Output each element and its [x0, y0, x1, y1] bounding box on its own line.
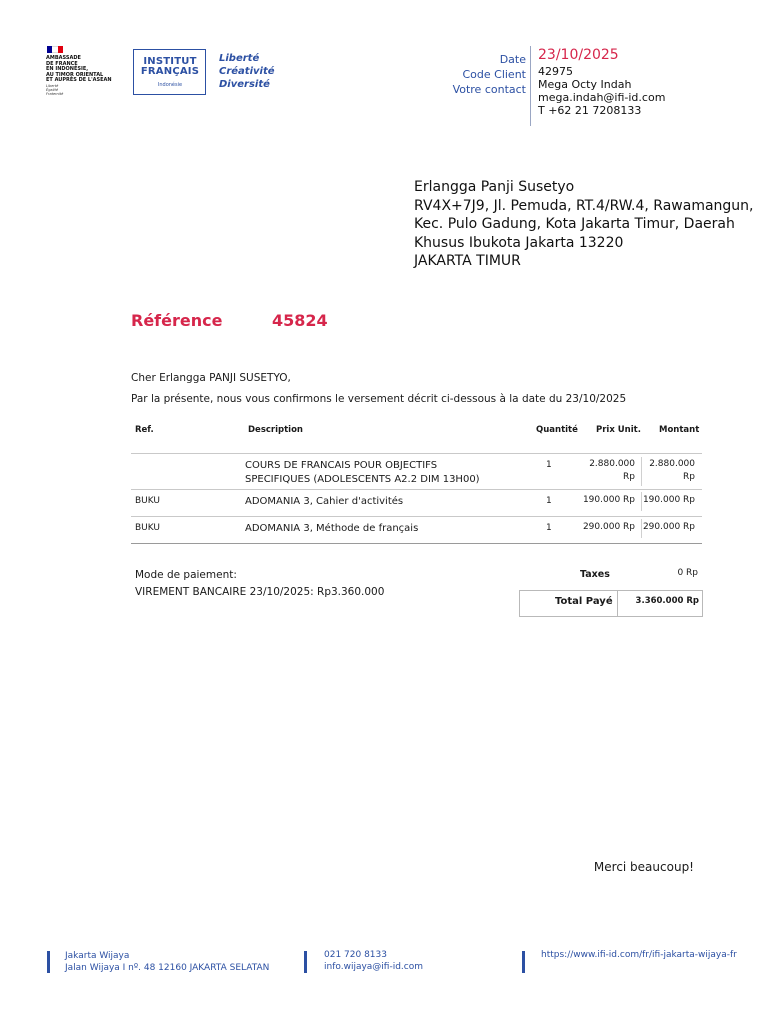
amount-line: 2.880.000	[649, 459, 695, 469]
institute-name-line: FRANÇAIS	[140, 66, 200, 77]
date-label: Date	[499, 53, 526, 66]
table-row-amount: 190.000 Rp	[642, 495, 695, 505]
motto-line: Fraternité	[46, 92, 64, 96]
description-line: COURS DE FRANCAIS POUR OBJECTIFS	[245, 460, 438, 471]
table-row-ref: BUKU	[135, 523, 161, 533]
institute-name-line: INSTITUT	[143, 56, 197, 67]
meta-labels	[453, 50, 526, 97]
tagline	[219, 52, 275, 91]
table-row-quantity: 1	[546, 496, 552, 506]
table-row-description: ADOMANIA 3, Cahier d'activités	[245, 496, 404, 507]
footer-phone: 021 720 8133	[324, 950, 387, 960]
recipient-line: Khusus Ibukota Jakarta 13220	[414, 234, 624, 251]
embassy-line: AU TIMOR ORIENTAL	[46, 71, 104, 78]
header-unit-price: Prix Unit.	[596, 425, 641, 435]
payment-mode-value: VIREMENT BANCAIRE 23/10/2025: Rp3.360.000	[135, 586, 385, 598]
contact-name: Mega Octy Indah	[538, 78, 632, 91]
office-name: Jakarta Wijaya	[65, 951, 130, 961]
tagline-line: Créativité	[219, 66, 275, 77]
table-row-quantity: 1	[546, 460, 552, 470]
footer-bar	[47, 951, 50, 973]
table-bottom-border	[131, 543, 702, 544]
date-value: 23/10/2025	[538, 47, 619, 63]
intro-text: Par la présente, nous vous confirmons le versement décrit ci-dessous à la date du 23/10/2025	[131, 393, 627, 405]
table-row-amount	[649, 458, 695, 484]
client-code-value: 42975	[538, 65, 573, 78]
french-flag-icon	[47, 46, 63, 53]
recipient-line: JAKARTA TIMUR	[414, 253, 521, 269]
motto-line: Égalité	[46, 88, 59, 92]
taxes-value: 0 Rp	[677, 568, 698, 578]
payment-mode-label: Mode de paiement:	[135, 569, 237, 581]
recipient-address	[414, 178, 754, 271]
total-paid-value: 3.360.000 Rp	[635, 596, 699, 606]
header-ref: Ref.	[135, 425, 154, 435]
table-row-unit-price: 290.000 Rp	[582, 522, 635, 532]
price-line: Rp	[623, 472, 635, 482]
footer-contact	[324, 949, 423, 973]
table-row-quantity: 1	[546, 523, 552, 533]
header-quantity: Quantité	[536, 425, 578, 435]
contact-email: mega.indah@ifi-id.com	[538, 91, 666, 104]
column-separator	[641, 457, 642, 486]
column-separator	[641, 519, 642, 538]
meta-values	[538, 46, 665, 117]
recipient-line: Kec. Pulo Gadung, Kota Jakarta Timur, Daerah	[414, 216, 735, 232]
tagline-line: Diversité	[219, 79, 270, 90]
embassy-line: ET AUPRÈS DE L'ASEAN	[46, 77, 112, 83]
header-description: Description	[248, 425, 303, 435]
footer-website-link[interactable]: https://www.ifi-id.com/fr/ifi-jakarta-wijaya-fr	[541, 950, 737, 960]
column-separator	[641, 492, 642, 511]
table-divider	[131, 453, 702, 454]
table-divider	[131, 516, 702, 517]
embassy-line: AMBASSADE	[46, 55, 81, 61]
reference-value: 45824	[272, 311, 328, 330]
table-row-description	[245, 459, 505, 487]
total-paid-label: Total Payé	[555, 596, 613, 607]
recipient-line: Erlangga Panji Susetyo	[414, 179, 575, 195]
office-address: Jalan Wijaya I nº. 48 12160 JAKARTA SELATAN	[65, 963, 270, 973]
institut-francais-name	[138, 57, 202, 77]
embassy-logo-text	[46, 56, 112, 84]
tagline-line: Liberté	[219, 53, 260, 64]
client-code-label: Code Client	[462, 68, 526, 81]
footer-bar	[522, 951, 525, 973]
recipient-line: RV4X+7J9, Jl. Pemuda, RT.4/RW.4, Rawamangun,	[414, 197, 754, 214]
table-row-ref: BUKU	[135, 496, 161, 506]
contact-phone: T +62 21 7208133	[538, 104, 642, 117]
embassy-line: DE FRANCE	[46, 60, 78, 67]
greeting: Cher Erlangga PANJI SUSETYO,	[131, 372, 291, 384]
table-divider	[131, 489, 702, 490]
reference-label: Référence	[131, 311, 223, 330]
meta-divider	[530, 46, 531, 126]
price-line: 2.880.000	[589, 459, 635, 469]
contact-label: Votre contact	[452, 83, 526, 96]
motto-line: Liberté	[46, 84, 59, 88]
footer-address	[65, 950, 269, 974]
total-separator	[617, 590, 618, 617]
footer-bar	[304, 951, 307, 973]
footer-email-link[interactable]: info.wijaya@ifi-id.com	[324, 962, 424, 972]
table-row-unit-price	[589, 458, 635, 484]
taxes-label: Taxes	[580, 569, 610, 580]
embassy-line: EN INDONÉSIE,	[46, 66, 89, 72]
embassy-motto	[46, 84, 63, 96]
institute-country: Indonésie	[157, 82, 183, 88]
table-row-unit-price: 190.000 Rp	[582, 495, 635, 505]
closing-thanks: Merci beaucoup!	[593, 860, 694, 874]
table-row-amount: 290.000 Rp	[642, 522, 695, 532]
amount-line: Rp	[683, 472, 695, 482]
description-line: SPECIFIQUES (ADOLESCENTS A2.2 DIM 13H00)	[245, 474, 480, 485]
header-amount: Montant	[659, 425, 700, 435]
table-row-description: ADOMANIA 3, Méthode de français	[245, 523, 419, 534]
